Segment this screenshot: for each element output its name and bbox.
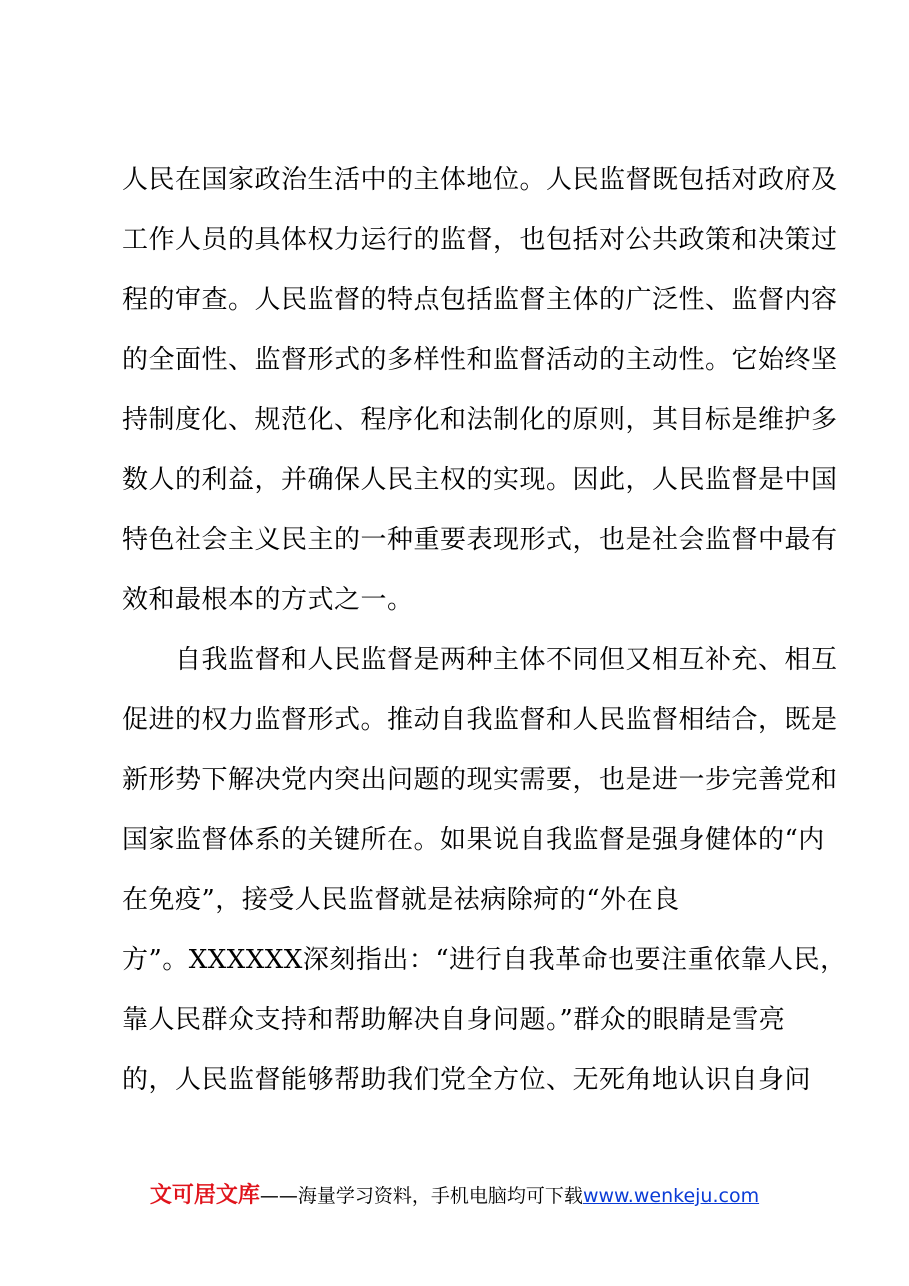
text-line: 持制度化、规范化、程序化和法制化的原则，其目标是维护多 [122, 405, 838, 435]
text-line: 自我监督和人民监督是两种主体不同但又相互补充、相互 [122, 645, 838, 675]
text-line: 靠人民群众支持和帮助解决自身问题。”群众的眼睛是雪亮 [122, 1005, 786, 1035]
text-line: 特色社会主义民主的一种重要表现形式，也是社会监督中最有 [122, 525, 838, 555]
footer-banner [0, 1178, 909, 1214]
text-line: 数人的利益，并确保人民主权的实现。因此，人民监督是中国 [122, 465, 838, 495]
text-line: 效和最根本的方式之一。 [122, 585, 414, 615]
website-link[interactable]: www.wenkeju.com [582, 1185, 760, 1207]
text-line: 方”。XXXXXX深刻指出：“进行自我革命也要注重依靠人民， [122, 945, 847, 975]
text-line: 工作人员的具体权力运行的监督，也包括对公共政策和决策过 [122, 225, 838, 255]
text-line: 在免疫”，接受人民监督就是祛病除疴的“外在良 [122, 885, 680, 915]
text-line: 促进的权力监督形式。推动自我监督和人民监督相结合，既是 [122, 705, 838, 735]
text-line: 程的审查。人民监督的特点包括监督主体的广泛性、监督内容 [122, 285, 838, 315]
brand-name: 文可居文库 [149, 1183, 260, 1208]
text-line: 新形势下解决党内突出问题的现实需要，也是进一步完善党和 [122, 765, 838, 795]
text-line: 的，人民监督能够帮助我们党全方位、无死角地认识自身问 [122, 1065, 812, 1095]
text-line: 的全面性、监督形式的多样性和监督活动的主动性。它始终坚 [122, 345, 838, 375]
text-line: 国家监督体系的关键所在。如果说自我监督是强身健体的“内 [122, 825, 825, 855]
text-line: 人民在国家政治生活中的主体地位。人民监督既包括对政府及 [122, 165, 838, 195]
footer-slogan: ——海量学习资料，手机电脑均可下载 [259, 1185, 583, 1207]
